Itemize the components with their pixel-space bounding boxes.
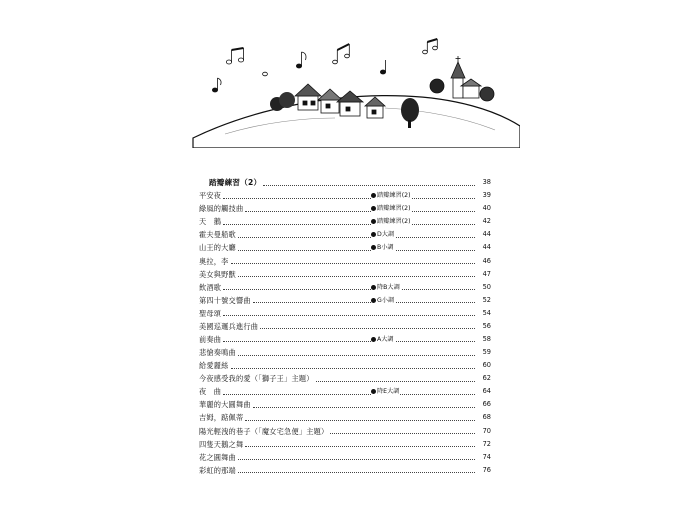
table-of-contents: [199, 176, 491, 477]
toc-entry-title: 彩虹的那端: [199, 465, 236, 475]
toc-entry-note: [371, 281, 401, 294]
toc-leader: [245, 419, 475, 421]
toc-row[interactable]: [199, 268, 491, 281]
bullet-icon: [371, 245, 376, 250]
toc-leader: [238, 249, 475, 251]
toc-entry-page: 38: [476, 176, 491, 189]
toc-row[interactable]: [199, 176, 491, 189]
toc-leader: [231, 367, 475, 369]
toc-entry-page: 44: [476, 228, 491, 241]
toc-row[interactable]: [199, 464, 491, 477]
toc-entry-title: 平安夜: [199, 191, 222, 201]
toc-leader: [223, 288, 475, 290]
bullet-icon: [371, 232, 376, 237]
toc-row[interactable]: [199, 189, 491, 202]
toc-entry-note: [371, 215, 412, 228]
toc-entry-page: 44: [476, 241, 491, 254]
toc-row[interactable]: [199, 294, 491, 307]
toc-entry-page: 54: [476, 307, 491, 320]
bullet-icon: [371, 337, 376, 342]
toc-entry-title: 美國巡邏兵進行曲: [199, 321, 259, 331]
toc-entry-title: 陽光輕洩的巷子（「魔女宅急便」主題）: [199, 426, 329, 436]
toc-entry-page: 66: [476, 398, 491, 411]
toc-entry-note-text: G小調: [377, 296, 395, 304]
toc-entry-page: 58: [476, 333, 491, 346]
toc-entry-page: 74: [476, 451, 491, 464]
toc-row[interactable]: [199, 254, 491, 267]
toc-entry-page: 68: [476, 411, 491, 424]
toc-entry-title: 霍夫曼船歌: [199, 230, 236, 240]
toc-leader: [245, 445, 475, 447]
toc-row[interactable]: [199, 372, 491, 385]
toc-leader: [231, 262, 475, 264]
toc-entry-title: 給愛麗絲: [199, 361, 229, 371]
toc-entry-title: 山王的大廳: [199, 243, 236, 253]
bullet-icon: [371, 206, 376, 211]
toc-leader: [223, 223, 475, 225]
village-hill-illustration: [185, 38, 520, 148]
toc-entry-page: 59: [476, 346, 491, 359]
toc-row[interactable]: [199, 346, 491, 359]
toc-entry-title: 綠風的觸技曲: [199, 204, 244, 214]
toc-leader: [223, 393, 475, 395]
toc-entry-page: 50: [476, 281, 491, 294]
toc-entry-note: [371, 333, 395, 346]
toc-leader: [223, 197, 475, 199]
toc-row[interactable]: [199, 307, 491, 320]
toc-entry-title: 花之圓舞曲: [199, 452, 236, 462]
toc-row[interactable]: [199, 320, 491, 333]
toc-entry-title: 華麗的大圓舞曲: [199, 400, 251, 410]
toc-entry-note: [371, 202, 412, 215]
bullet-icon: [371, 285, 376, 290]
toc-leader: [245, 210, 475, 212]
toc-entry-title: 踏瓣練習（2）: [199, 176, 262, 189]
toc-entry-page: 39: [476, 189, 491, 202]
toc-entry-note-text: B小調: [377, 244, 394, 252]
toc-entry-title: 第四十號交響曲: [199, 295, 251, 305]
bullet-icon: [371, 389, 376, 394]
toc-row[interactable]: [199, 438, 491, 451]
toc-row[interactable]: [199, 424, 491, 437]
bullet-icon: [371, 219, 376, 224]
toc-entry-page: 52: [476, 294, 491, 307]
toc-entry-note: [371, 294, 395, 307]
toc-row[interactable]: [199, 398, 491, 411]
toc-entry-note-text: 降B大調: [377, 283, 400, 291]
toc-entry-note: [371, 189, 412, 202]
toc-entry-page: 56: [476, 320, 491, 333]
toc-row[interactable]: [199, 385, 491, 398]
toc-entry-title: 今夜感受我的愛（「獅子王」主題）: [199, 374, 314, 384]
toc-leader: [238, 471, 475, 473]
toc-entry-note-text: 踏瓣練習(2): [377, 218, 411, 226]
toc-leader: [263, 184, 475, 186]
toc-entry-page: 60: [476, 359, 491, 372]
toc-entry-title: 天 鵝: [199, 217, 222, 227]
toc-leader: [223, 314, 475, 316]
toc-row[interactable]: [199, 241, 491, 254]
toc-entry-note-text: D大調: [377, 231, 395, 239]
toc-entry-page: 70: [476, 425, 491, 438]
toc-entry-title: 夜 曲: [199, 387, 222, 397]
toc-entry-page: 64: [476, 385, 491, 398]
toc-leader: [238, 354, 475, 356]
toc-leader: [238, 458, 475, 460]
toc-entry-page: 42: [476, 215, 491, 228]
toc-entry-title: 美女與野獸: [199, 269, 236, 279]
toc-entry-note-text: 踏瓣練習(2): [377, 192, 411, 200]
toc-row[interactable]: [199, 451, 491, 464]
toc-leader: [253, 406, 475, 408]
toc-row[interactable]: [199, 411, 491, 424]
toc-entry-page: 62: [476, 372, 491, 385]
toc-leader: [330, 432, 475, 434]
toc-leader: [253, 301, 475, 303]
music-notes-icon: [212, 39, 437, 92]
toc-row[interactable]: [199, 359, 491, 372]
toc-row[interactable]: [199, 215, 491, 228]
bullet-icon: [371, 193, 376, 198]
toc-entry-note: [371, 241, 395, 254]
toc-entry-title: 吉姆，踮佩蒂: [199, 413, 244, 423]
toc-entry-title: 聖母頌: [199, 308, 222, 318]
toc-entry-note-text: 踏瓣練習(2): [377, 205, 411, 213]
toc-entry-page: 40: [476, 202, 491, 215]
toc-entry-note: [371, 385, 400, 398]
toc-leader: [238, 236, 475, 238]
toc-entry-page: 46: [476, 255, 491, 268]
toc-entry-page: 47: [476, 268, 491, 281]
toc-entry-note-text: 降E大調: [377, 388, 400, 396]
toc-entry-title: 悲愴奏鳴曲: [199, 348, 236, 358]
toc-entry-page: 72: [476, 438, 491, 451]
church: [430, 56, 494, 101]
toc-entry-note-text: A大調: [377, 335, 394, 343]
toc-leader: [223, 340, 475, 342]
toc-row[interactable]: [199, 281, 491, 294]
toc-entry-title: 四隻天鵝之舞: [199, 439, 244, 449]
bullet-icon: [371, 298, 376, 303]
toc-entry-note: [371, 228, 395, 241]
toc-entry-title: 前奏曲: [199, 334, 222, 344]
toc-entry-title: 奧拉，李: [199, 256, 229, 266]
toc-row[interactable]: [199, 228, 491, 241]
toc-leader: [238, 275, 475, 277]
toc-leader: [316, 380, 475, 382]
toc-row[interactable]: [199, 333, 491, 346]
toc-entry-title: 飲酒歌: [199, 282, 222, 292]
toc-entry-page: 76: [476, 464, 491, 477]
toc-row[interactable]: [199, 202, 491, 215]
toc-leader: [260, 327, 475, 329]
